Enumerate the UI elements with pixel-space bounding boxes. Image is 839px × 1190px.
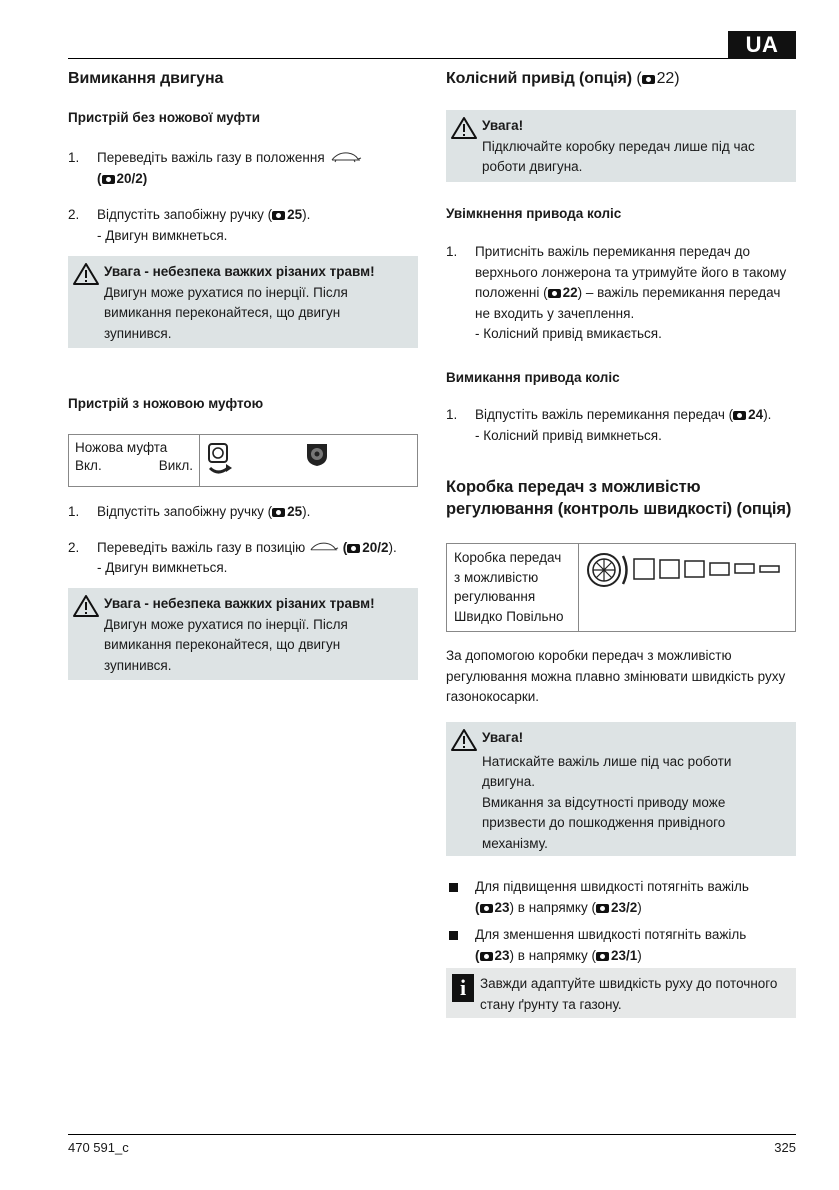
warning-title: Увага - небезпека важких різаних травм! (104, 264, 375, 279)
speed-control-header (446, 476, 796, 520)
turtle-icon (309, 541, 339, 553)
subheading-with-clutch: Пристрій з ножовою муфтою (68, 396, 264, 411)
turtle-icon (330, 151, 362, 163)
speed-description: За допомогою коробки передач з можливістю регулювання можна плавно змінювати швидкість руху газонокосарки. (446, 648, 786, 704)
list-item: Для зменшення швидкості потягніть важіль ( 23) в напрямку ( 23/1) (446, 925, 796, 966)
speed-scale-icon (633, 558, 781, 580)
clutch-table (68, 434, 418, 487)
camera-ref-icon (733, 411, 746, 420)
gear-table (446, 543, 796, 632)
left-column (68, 70, 418, 88)
warning-triangle-icon (72, 262, 104, 342)
bullet-icon (449, 931, 458, 940)
camera-ref-icon (642, 75, 655, 84)
list-item: Для підвищення швидкості потягніть важіль ( 23) в напрямку ( 23/2) (446, 877, 796, 918)
camera-ref-icon (102, 175, 115, 184)
subsection-disable-drive (446, 370, 796, 385)
list-item: 2. Переведіть важіль газу в позицію ( 20/2). - Двигун вимкнеться. (68, 539, 397, 575)
language-badge: UA (728, 31, 796, 59)
gear-label-2: з можливістю (454, 569, 539, 585)
steps-enable-drive (446, 242, 796, 345)
gear-label-3: регулювання (454, 589, 536, 604)
speed-bullets (446, 877, 796, 966)
subsection-with-clutch (68, 396, 418, 411)
warning-triangle-icon (72, 594, 104, 674)
camera-ref-icon (272, 211, 285, 220)
warning-box-lever (446, 722, 796, 856)
bullet-icon (449, 883, 458, 892)
subheading-no-clutch: Пристрій без ножової муфти (68, 110, 261, 125)
camera-ref-icon (272, 508, 285, 517)
section-title-engine-off: Вимикання двигуна (68, 70, 224, 87)
document-number: 470 591_c (68, 1140, 129, 1155)
list-item: 2. Відпустіть запобіжну ручку ( 25). - Двигун вимкнеться. (68, 207, 311, 243)
speed-dial-icon (585, 550, 631, 590)
info-icon: i (452, 974, 474, 1002)
clutch-on-label: Вкл. (75, 458, 102, 473)
warning-text: Двигун може рухатися по інерції. Після вимикання переконайтеся, що двигун зупинився. (104, 284, 348, 341)
subsection-enable-drive (446, 206, 796, 221)
warning-text-2: Вмикання за відсутності приводу може призвести до пошкодження привідного механізму. (482, 794, 726, 851)
steps-disable-drive (446, 405, 796, 446)
subsection-no-clutch (68, 110, 418, 125)
wheel-drive-header: Колісний привід (опція) ( 22) (446, 70, 680, 87)
warning-text: Двигун може рухатися по інерції. Після вимикання переконайтеся, що двигун зупинився. (104, 616, 348, 673)
warning-text-1: Натискайте важіль лише під час роботи двигуна. (482, 753, 732, 789)
info-text: Завжди адаптуйте швидкість руху до поточного стану ґрунту та газону. (480, 976, 778, 1012)
warning-title: Увага! (482, 730, 524, 745)
camera-ref-icon (596, 952, 609, 961)
warning-box-injury-2 (68, 588, 418, 680)
page-number: 325 (774, 1140, 796, 1155)
camera-ref-icon (596, 904, 609, 913)
steps-with-clutch (68, 502, 418, 579)
subheading-disable-drive: Вимикання привода коліс (446, 370, 620, 385)
clutch-disengage-icon (304, 442, 330, 468)
camera-ref-icon (548, 289, 561, 298)
list-item: 1. Відпустіть запобіжну ручку ( 25). (68, 504, 311, 519)
warning-text: Підключайте коробку передач лише під час роботи двигуна. (482, 138, 755, 174)
warning-box-gearbox (446, 110, 796, 182)
warning-triangle-icon (450, 728, 482, 850)
gear-fast-label: Швидко (454, 608, 503, 624)
header-rule (68, 58, 796, 59)
list-item: 1. Переведіть важіль газу в положення ( 20/2) (68, 148, 418, 189)
camera-ref-icon (480, 904, 493, 913)
camera-ref-icon (480, 952, 493, 961)
warning-triangle-icon (450, 116, 482, 176)
warning-title: Увага - небезпека важких різаних травм! (104, 596, 375, 611)
clutch-label: Ножова муфта (75, 440, 168, 455)
warning-title: Увага! (482, 118, 524, 133)
list-item: 1. Відпустіть важіль перемикання передач ( 24). - Колісний привід вимкнеться. (446, 407, 772, 443)
steps-no-clutch (68, 148, 418, 246)
subheading-enable-drive: Увімкнення привода коліс (446, 206, 622, 221)
clutch-off-label: Викл. (158, 458, 193, 473)
list-item: 1. Притисніть важіль перемикання передач до верхнього лонжерона та утримуйте його в такому положенні ( 22) – важіль перемикання передач не входить у зачеплення. - Колісний привід вмикається. (446, 244, 787, 341)
info-box (446, 968, 796, 1018)
footer-rule (68, 1134, 796, 1135)
camera-ref-icon (347, 544, 360, 553)
warning-box-injury-1 (68, 256, 418, 348)
gear-label-1: Коробка передач (454, 550, 562, 565)
section-title-speed-control: Коробка передач з можливістю регулювання (контроль швидкості) (опція) (446, 478, 792, 518)
clutch-engage-icon (206, 442, 234, 478)
gear-slow-label: Повільно (506, 608, 564, 624)
section-title-wheel-drive: Колісний привід (опція) (446, 70, 632, 87)
